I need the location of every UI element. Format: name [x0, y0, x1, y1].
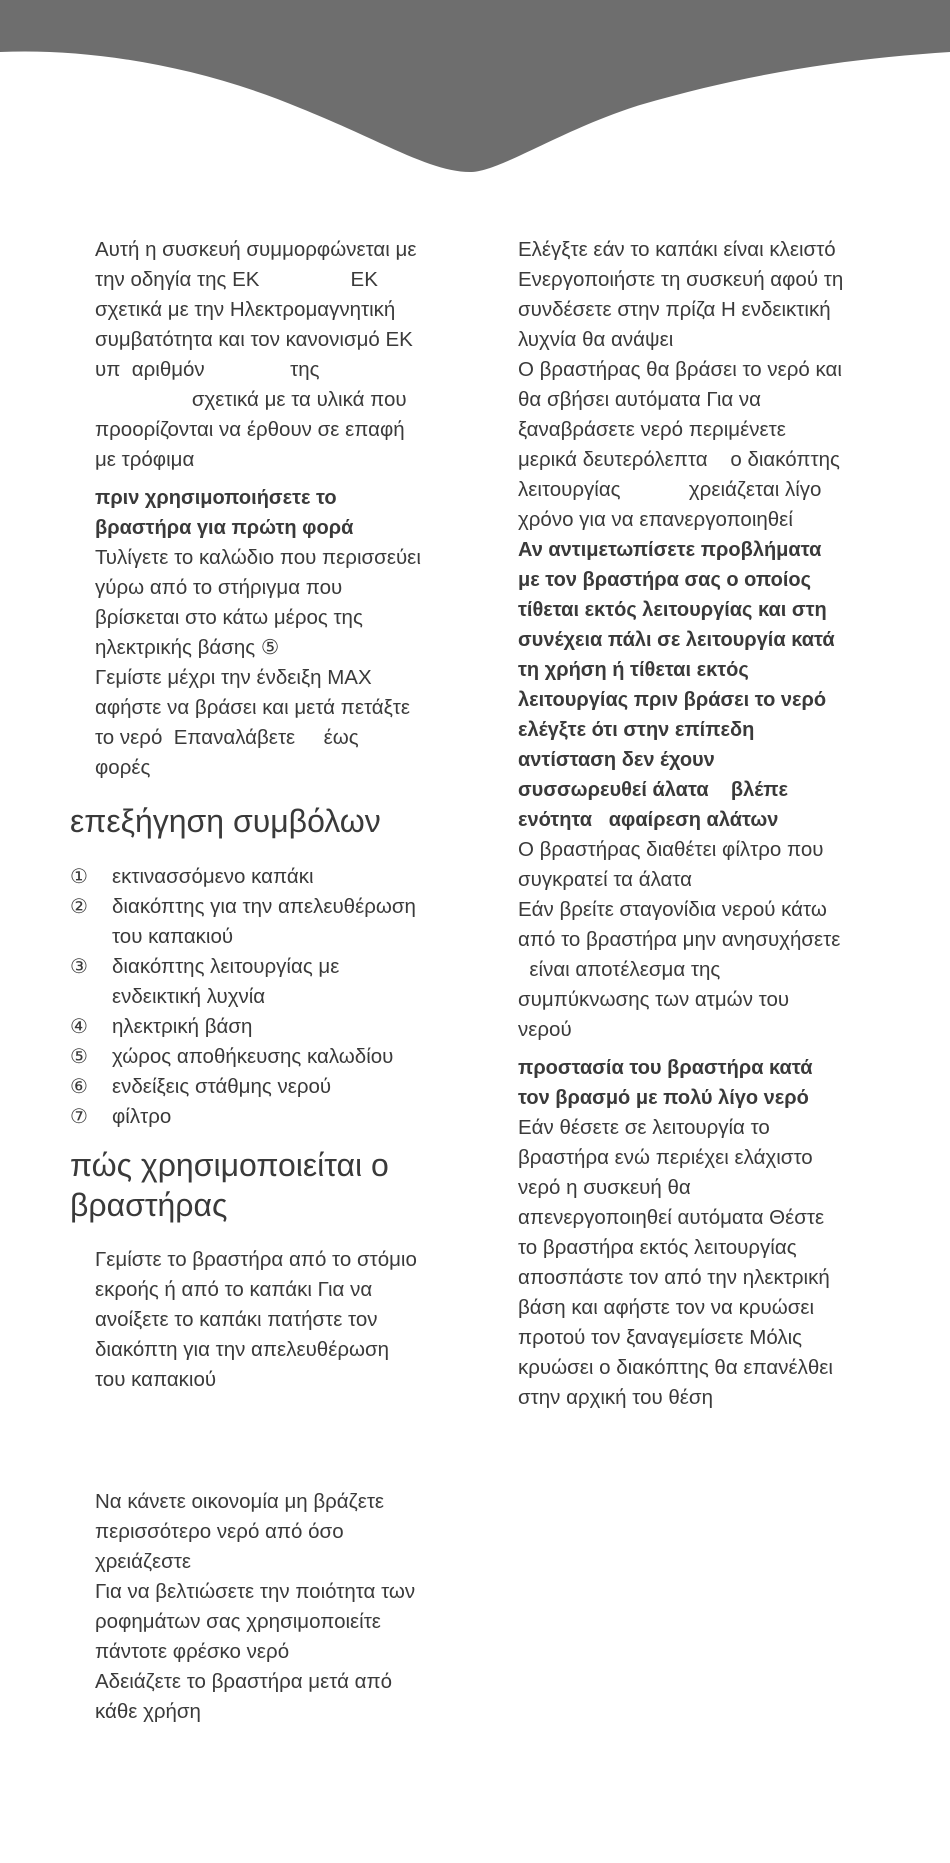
text-line: Γεμίστε το βραστήρα από το στόμιο: [95, 1248, 417, 1271]
bold-line: βραστήρα για πρώτη φορά: [95, 517, 354, 539]
usage-paragraph: [95, 1245, 475, 1395]
number-icon: ①: [70, 866, 88, 888]
text-line: Να κάνετε οικονομία μη βράζετε: [95, 1490, 385, 1513]
right-column: [518, 235, 918, 1413]
header-banner: [0, 0, 950, 175]
text-line: χρόνο για να επανεργοποιηθεί: [518, 508, 793, 531]
text-line: συμπύκνωσης των ατμών του: [518, 988, 790, 1011]
number-icon: ⑤: [70, 1046, 88, 1068]
list-item-label: ενδεικτική λυχνία: [112, 985, 266, 1008]
text-line: την οδηγία της ΕΚ ΕΚ: [95, 268, 378, 291]
list-item-label: χώρος αποθήκευσης καλωδίου: [112, 1045, 394, 1068]
text-line: του καπακιού: [95, 1368, 217, 1391]
text-line: βραστήρα ενώ περιέχει ελάχιστο: [518, 1146, 813, 1169]
text-line: Αδειάζετε το βραστήρα μετά από: [95, 1670, 393, 1693]
text-line: Ο βραστήρας διαθέτει φίλτρο που: [518, 838, 824, 861]
tips-block: [95, 1487, 475, 1727]
bold-line: τον βρασμό με πολύ λίγο νερό: [518, 1087, 809, 1109]
text-line: προορίζονται να έρθουν σε επαφή: [95, 418, 405, 441]
text-line: φορές: [95, 756, 151, 779]
list-item: [70, 1012, 490, 1042]
text-line: Ελέγξτε εάν το καπάκι είναι κλειστό: [518, 238, 836, 261]
text-line: νερό η συσκευή θα: [518, 1176, 691, 1199]
text-line: προτού τον ξαναγεμίσετε Μόλις: [518, 1326, 803, 1349]
number-icon: ④: [70, 1016, 88, 1038]
text-line: Εάν θέσετε σε λειτουργία το: [518, 1116, 770, 1139]
heading-line: βραστήρας: [70, 1187, 228, 1223]
text-line: ηλεκτρικής βάσης ⑤: [95, 636, 280, 659]
list-item-label: ηλεκτρική βάση: [112, 1015, 253, 1038]
list-item: [70, 892, 490, 922]
fill-paragraph: [95, 663, 475, 783]
text-line: συγκρατεί τα άλατα: [518, 868, 693, 891]
number-icon: ⑦: [70, 1106, 88, 1128]
bold-line: με τον βραστήρα σας ο οποίος: [518, 569, 811, 591]
text-line: νερού: [518, 1018, 572, 1041]
text-line: με τρόφιμα: [95, 448, 195, 471]
bold-line: ελέγξτε ότι στην επίπεδη: [518, 719, 755, 741]
text-line: γύρω από το στήριγμα που: [95, 576, 343, 599]
text-line: περισσότερο νερό από όσο: [95, 1520, 344, 1543]
symbols-list: [70, 862, 490, 1132]
cord-paragraph: [95, 543, 475, 663]
bold-line: συσσωρευθεί άλατα βλέπε: [518, 779, 789, 801]
text-line: είναι αποτέλεσμα της: [518, 958, 721, 981]
text-line: Ο βραστήρας θα βράσει το νερό και: [518, 358, 842, 381]
text-line: λυχνία θα ανάψει: [518, 328, 674, 351]
list-item-label: εκτινασσόμενο καπάκι: [112, 865, 314, 888]
list-item-label: διακόπτης λειτουργίας με: [112, 955, 340, 978]
left-column: [95, 235, 475, 783]
list-item: [70, 1042, 490, 1072]
text-line: κάθε χρήση: [95, 1700, 201, 1723]
troubleshooting-note: [518, 535, 918, 835]
text-line: συμβατότητα και τον κανονισμό ΕΚ: [95, 328, 413, 351]
text-line: το βραστήρα εκτός λειτουργίας: [518, 1236, 797, 1259]
dry-boil-heading: [518, 1053, 918, 1113]
list-item: [70, 1072, 490, 1102]
text-line: απενεργοποιηθεί αυτόματα Θέστε: [518, 1206, 825, 1229]
text-line: βάση και αφήστε τον να κρυώσει: [518, 1296, 815, 1319]
text-line: Αυτή η συσκευή συμμορφώνεται με: [95, 238, 417, 261]
text-line: μερικά δευτερόλεπτα ο διακόπτης: [518, 448, 840, 471]
list-item: [70, 1102, 490, 1132]
bold-line: πριν χρησιμοποιήσετε το: [95, 487, 337, 509]
list-item: [70, 862, 490, 892]
list-item-label: διακόπτης για την απελευθέρωση: [112, 895, 416, 918]
text-line: Γεμίστε μέχρι την ένδειξη MAX: [95, 666, 372, 689]
heading-line: πώς χρησιμοποιείται ο: [70, 1147, 389, 1183]
bold-line: τίθεται εκτός λειτουργίας και στη: [518, 599, 827, 621]
list-item-continued: [70, 982, 490, 1012]
bold-line: λειτουργίας πριν βράσει το νερό: [518, 689, 827, 711]
bold-line: συνέχεια πάλι σε λειτουργία κατά: [518, 629, 835, 651]
number-icon: ②: [70, 896, 88, 918]
text-line: ανοίξετε το καπάκι πατήστε τον: [95, 1308, 378, 1331]
text-line: το νερό Επαναλάβετε έως: [95, 726, 359, 749]
text-line: πάντοτε φρέσκο νερό: [95, 1640, 290, 1663]
text-line: κρυώσει ο διακόπτης θα επανέλθει: [518, 1356, 833, 1379]
number-icon: ⑥: [70, 1076, 88, 1098]
text-line: διακόπτη για την απελευθέρωση: [95, 1338, 390, 1361]
text-line: υπ αριθμόν της: [95, 358, 320, 381]
usage-heading: [70, 1145, 389, 1225]
bold-line: ενότητα αφαίρεση αλάτων: [518, 809, 779, 831]
bold-line: Αν αντιμετωπίσετε προβλήματα: [518, 539, 822, 561]
text-line: χρειάζεστε: [95, 1550, 192, 1573]
text-line: στην αρχική του θέση: [518, 1386, 713, 1409]
text-line: Εάν βρείτε σταγονίδια νερού κάτω: [518, 898, 827, 921]
text-line: ξαναβράσετε νερό περιμένετε: [518, 418, 786, 441]
number-icon: ③: [70, 956, 88, 978]
text-line: σχετικά με τα υλικά που: [95, 388, 407, 411]
text-line: από το βραστήρα μην ανησυχήσετε: [518, 928, 841, 951]
text-line: Για να βελτιώσετε την ποιότητα των: [95, 1580, 416, 1603]
text-line: ροφημάτων σας χρησιμοποιείτε: [95, 1610, 381, 1633]
text-line: Ενεργοποιήστε τη συσκευή αφού τη: [518, 268, 844, 291]
text-line: εκροής ή από το καπάκι Για να: [95, 1278, 373, 1301]
text-line: θα σβήσει αυτόματα Για να: [518, 388, 762, 411]
list-item-label: ενδείξεις στάθμης νερού: [112, 1075, 332, 1098]
bold-line: προστασία του βραστήρα κατά: [518, 1057, 813, 1079]
list-item-continued: [70, 922, 490, 952]
compliance-paragraph: [95, 235, 475, 475]
symbols-heading: επεξήγηση συμβόλων: [70, 803, 381, 839]
first-use-heading: [95, 483, 475, 543]
text-line: βρίσκεται στο κάτω μέρος της: [95, 606, 363, 629]
bold-line: αντίσταση δεν έχουν: [518, 749, 715, 771]
text-line: συνδέσετε στην πρίζα Η ενδεικτική: [518, 298, 831, 321]
text-line: αφήστε να βράσει και μετά πετάξτε: [95, 696, 411, 719]
text-line: λειτουργίας χρειάζεται λίγο: [518, 478, 822, 501]
list-item: [70, 952, 490, 982]
text-line: αποσπάστε τον από την ηλεκτρική: [518, 1266, 830, 1289]
text-line: Τυλίγετε το καλώδιο που περισσεύει: [95, 546, 421, 569]
bold-line: τη χρήση ή τίθεται εκτός: [518, 659, 749, 681]
list-item-label: φίλτρο: [112, 1105, 172, 1128]
text-line: σχετικά με την Ηλεκτρομαγνητική: [95, 298, 396, 321]
list-item-label: του καπακιού: [112, 925, 234, 948]
